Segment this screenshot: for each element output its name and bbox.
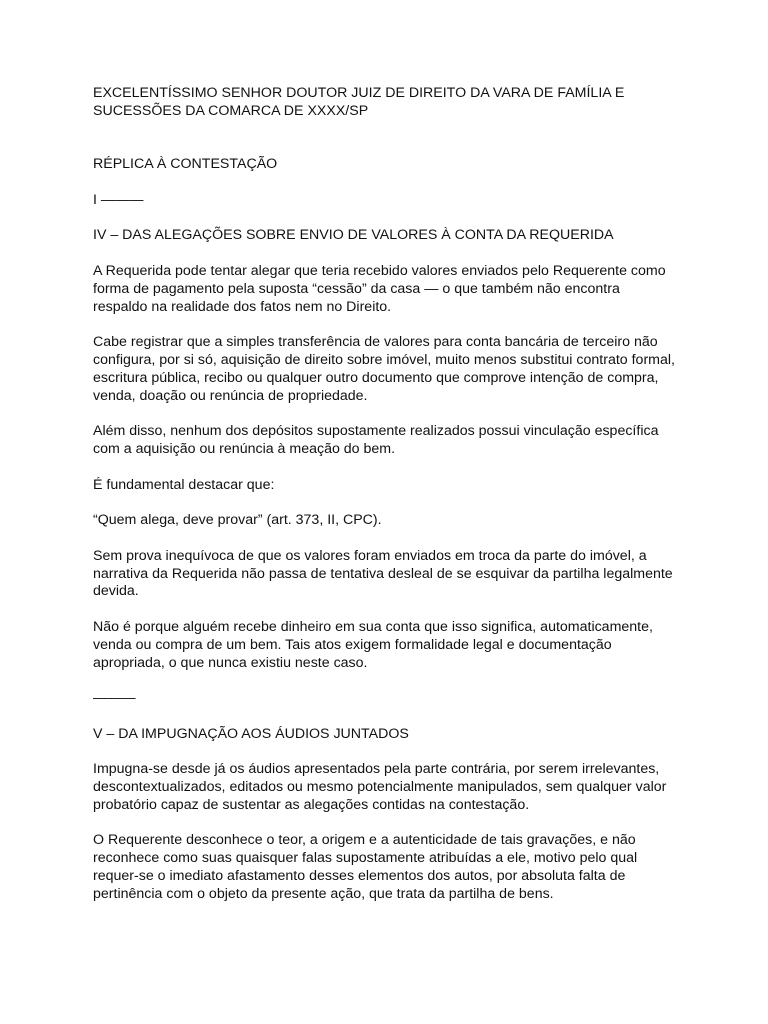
paragraph-7: Não é porque alguém recebe dinheiro em sua conta que isso significa, automaticamente, venda ou compra de um bem. Tais atos exigem formalidade legal e documentação apropriada, o que nunca existiu neste caso. xyxy=(93,618,653,671)
section-v-heading: V – DA IMPUGNAÇÃO AOS ÁUDIOS JUNTADOS xyxy=(93,725,409,742)
document-title: RÉPLICA À CONTESTAÇÃO xyxy=(93,156,278,173)
paragraph-4: É fundamental destacar que: xyxy=(93,476,275,493)
addressee: EXCELENTÍSSIMO SENHOR DOUTOR JUIZ DE DIREITO DA VARA DE FAMÍLIA E SUCESSÕES DA COMARCA DE XXXX/SP xyxy=(93,85,625,119)
separator-1: I ——— xyxy=(93,191,144,208)
quote-paragraph: “Quem alega, deve provar” (art. 373, II, CPC). xyxy=(93,512,382,529)
paragraph-9: O Requerente desconhece o teor, a origem e a autenticidade de tais gravações, e não reconhece como suas quaisquer falas supostamente atribuídas a ele, motivo pelo qual requer-se o imediato afastamento desses elementos dos autos, por absoluta falta de pertinência com o objeto da presente ação, que trata da partilha de bens. xyxy=(93,832,638,902)
separator-2: ——— xyxy=(93,690,136,707)
paragraph-3: Além disso, nenhum dos depósitos supostamente realizados possui vinculação específica com a aquisição ou renúncia à meação do bem. xyxy=(93,423,659,457)
paragraph-1: A Requerida pode tentar alegar que teria recebido valores enviados pelo Requerente como forma de pagamento pela suposta “cessão” da casa — o que também não encontra respaldo na realidade dos fatos nem no Direito. xyxy=(93,262,666,315)
paragraph-6: Sem prova inequívoca de que os valores foram enviados em troca da parte do imóvel, a narrativa da Requerida não passa de tentativa desleal de se esquivar da partilha legalmente devida. xyxy=(93,547,673,600)
section-iv-heading: IV – DAS ALEGAÇÕES SOBRE ENVIO DE VALORES À CONTA DA REQUERIDA xyxy=(93,227,614,244)
paragraph-8: Impugna-se desde já os áudios apresentados pela parte contrária, por serem irrelevantes, descontextualizados, editados ou mesmo potencialmente manipulados, sem qualquer valor probatório capaz de sustentar as alegações contidas na contestação. xyxy=(93,761,667,813)
paragraph-2: Cabe registrar que a simples transferência de valores para conta bancária de terceiro não configura, por si só, aquisição de direito sobre imóvel, muito menos substitui contrato formal, escritura pública, recibo ou qualquer outro documento que comprove intenção de compra, venda, doação ou renúncia de propriedade. xyxy=(93,334,675,404)
document-page xyxy=(93,85,693,904)
